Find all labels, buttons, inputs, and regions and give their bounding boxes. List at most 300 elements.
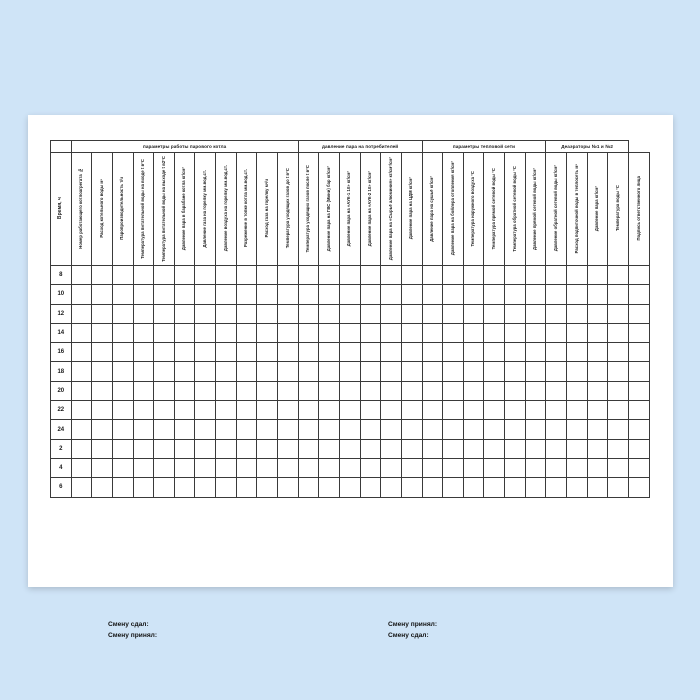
cell[interactable] xyxy=(257,439,278,458)
cell[interactable] xyxy=(608,285,629,304)
cell[interactable] xyxy=(567,439,588,458)
cell[interactable] xyxy=(257,381,278,400)
cell[interactable] xyxy=(257,458,278,477)
cell[interactable] xyxy=(298,458,319,477)
cell[interactable] xyxy=(154,458,175,477)
cell[interactable] xyxy=(484,420,505,439)
cell[interactable] xyxy=(319,362,340,381)
cell[interactable] xyxy=(133,304,154,323)
cell[interactable] xyxy=(443,362,464,381)
cell[interactable] xyxy=(319,439,340,458)
cell[interactable] xyxy=(443,420,464,439)
cell[interactable] xyxy=(339,285,360,304)
cell[interactable] xyxy=(174,266,195,285)
cell[interactable] xyxy=(216,381,237,400)
cell[interactable] xyxy=(339,362,360,381)
cell[interactable] xyxy=(567,285,588,304)
cell[interactable] xyxy=(339,381,360,400)
cell[interactable] xyxy=(422,285,443,304)
cell[interactable] xyxy=(154,285,175,304)
cell[interactable] xyxy=(257,478,278,497)
cell[interactable] xyxy=(174,304,195,323)
cell[interactable] xyxy=(236,458,257,477)
cell[interactable] xyxy=(443,343,464,362)
cell[interactable] xyxy=(608,458,629,477)
cell[interactable] xyxy=(92,420,113,439)
cell[interactable] xyxy=(92,304,113,323)
cell[interactable] xyxy=(587,439,608,458)
cell[interactable] xyxy=(628,285,649,304)
cell[interactable] xyxy=(112,420,133,439)
cell[interactable] xyxy=(484,362,505,381)
cell[interactable] xyxy=(360,381,381,400)
cell[interactable] xyxy=(443,323,464,342)
cell[interactable] xyxy=(298,343,319,362)
cell[interactable] xyxy=(463,478,484,497)
cell[interactable] xyxy=(587,458,608,477)
cell[interactable] xyxy=(463,266,484,285)
cell[interactable] xyxy=(319,323,340,342)
cell[interactable] xyxy=(567,458,588,477)
cell[interactable] xyxy=(92,323,113,342)
cell[interactable] xyxy=(133,478,154,497)
cell[interactable] xyxy=(236,439,257,458)
cell[interactable] xyxy=(71,420,92,439)
cell[interactable] xyxy=(92,266,113,285)
cell[interactable] xyxy=(484,401,505,420)
cell[interactable] xyxy=(216,458,237,477)
cell[interactable] xyxy=(195,304,216,323)
cell[interactable] xyxy=(216,478,237,497)
cell[interactable] xyxy=(71,458,92,477)
cell[interactable] xyxy=(278,323,299,342)
cell[interactable] xyxy=(236,401,257,420)
cell[interactable] xyxy=(319,266,340,285)
cell[interactable] xyxy=(505,381,526,400)
cell[interactable] xyxy=(401,343,422,362)
cell[interactable] xyxy=(257,401,278,420)
cell[interactable] xyxy=(298,439,319,458)
cell[interactable] xyxy=(381,401,402,420)
cell[interactable] xyxy=(525,478,546,497)
cell[interactable] xyxy=(154,420,175,439)
cell[interactable] xyxy=(443,285,464,304)
cell[interactable] xyxy=(216,323,237,342)
cell[interactable] xyxy=(278,458,299,477)
cell[interactable] xyxy=(319,401,340,420)
cell[interactable] xyxy=(567,401,588,420)
cell[interactable] xyxy=(278,420,299,439)
cell[interactable] xyxy=(484,439,505,458)
cell[interactable] xyxy=(401,420,422,439)
cell[interactable] xyxy=(112,401,133,420)
cell[interactable] xyxy=(71,304,92,323)
cell[interactable] xyxy=(154,304,175,323)
cell[interactable] xyxy=(608,343,629,362)
cell[interactable] xyxy=(525,285,546,304)
cell[interactable] xyxy=(236,343,257,362)
cell[interactable] xyxy=(133,381,154,400)
cell[interactable] xyxy=(505,458,526,477)
cell[interactable] xyxy=(546,266,567,285)
cell[interactable] xyxy=(505,266,526,285)
cell[interactable] xyxy=(216,420,237,439)
cell[interactable] xyxy=(174,323,195,342)
cell[interactable] xyxy=(505,401,526,420)
cell[interactable] xyxy=(525,381,546,400)
cell[interactable] xyxy=(112,304,133,323)
cell[interactable] xyxy=(71,478,92,497)
cell[interactable] xyxy=(505,285,526,304)
cell[interactable] xyxy=(422,420,443,439)
cell[interactable] xyxy=(608,323,629,342)
cell[interactable] xyxy=(608,478,629,497)
cell[interactable] xyxy=(71,266,92,285)
cell[interactable] xyxy=(257,266,278,285)
cell[interactable] xyxy=(133,420,154,439)
cell[interactable] xyxy=(422,266,443,285)
cell[interactable] xyxy=(298,304,319,323)
cell[interactable] xyxy=(505,343,526,362)
cell[interactable] xyxy=(381,458,402,477)
cell[interactable] xyxy=(71,362,92,381)
cell[interactable] xyxy=(443,381,464,400)
cell[interactable] xyxy=(587,401,608,420)
cell[interactable] xyxy=(567,304,588,323)
cell[interactable] xyxy=(71,381,92,400)
cell[interactable] xyxy=(71,401,92,420)
cell[interactable] xyxy=(257,343,278,362)
cell[interactable] xyxy=(587,362,608,381)
cell[interactable] xyxy=(92,439,113,458)
cell[interactable] xyxy=(525,439,546,458)
cell[interactable] xyxy=(443,401,464,420)
cell[interactable] xyxy=(154,401,175,420)
cell[interactable] xyxy=(257,285,278,304)
cell[interactable] xyxy=(154,323,175,342)
cell[interactable] xyxy=(216,401,237,420)
cell[interactable] xyxy=(628,362,649,381)
cell[interactable] xyxy=(525,304,546,323)
cell[interactable] xyxy=(608,420,629,439)
cell[interactable] xyxy=(195,401,216,420)
cell[interactable] xyxy=(298,323,319,342)
cell[interactable] xyxy=(92,381,113,400)
cell[interactable] xyxy=(174,420,195,439)
cell[interactable] xyxy=(422,323,443,342)
cell[interactable] xyxy=(628,266,649,285)
cell[interactable] xyxy=(154,478,175,497)
cell[interactable] xyxy=(298,285,319,304)
cell[interactable] xyxy=(628,304,649,323)
cell[interactable] xyxy=(92,458,113,477)
cell[interactable] xyxy=(587,285,608,304)
cell[interactable] xyxy=(339,478,360,497)
cell[interactable] xyxy=(154,381,175,400)
cell[interactable] xyxy=(278,304,299,323)
cell[interactable] xyxy=(587,323,608,342)
cell[interactable] xyxy=(608,266,629,285)
cell[interactable] xyxy=(505,362,526,381)
cell[interactable] xyxy=(360,458,381,477)
cell[interactable] xyxy=(92,285,113,304)
cell[interactable] xyxy=(92,343,113,362)
cell[interactable] xyxy=(567,266,588,285)
cell[interactable] xyxy=(339,323,360,342)
cell[interactable] xyxy=(360,285,381,304)
cell[interactable] xyxy=(463,401,484,420)
cell[interactable] xyxy=(628,401,649,420)
cell[interactable] xyxy=(381,323,402,342)
cell[interactable] xyxy=(401,323,422,342)
cell[interactable] xyxy=(608,362,629,381)
cell[interactable] xyxy=(422,343,443,362)
cell[interactable] xyxy=(278,439,299,458)
cell[interactable] xyxy=(422,381,443,400)
cell[interactable] xyxy=(546,285,567,304)
cell[interactable] xyxy=(319,458,340,477)
cell[interactable] xyxy=(401,381,422,400)
cell[interactable] xyxy=(381,266,402,285)
cell[interactable] xyxy=(112,266,133,285)
cell[interactable] xyxy=(319,420,340,439)
cell[interactable] xyxy=(628,323,649,342)
cell[interactable] xyxy=(195,266,216,285)
cell[interactable] xyxy=(339,304,360,323)
cell[interactable] xyxy=(484,266,505,285)
cell[interactable] xyxy=(443,478,464,497)
cell[interactable] xyxy=(463,323,484,342)
cell[interactable] xyxy=(133,401,154,420)
cell[interactable] xyxy=(567,362,588,381)
cell[interactable] xyxy=(587,420,608,439)
cell[interactable] xyxy=(195,323,216,342)
cell[interactable] xyxy=(401,362,422,381)
cell[interactable] xyxy=(443,439,464,458)
cell[interactable] xyxy=(484,478,505,497)
cell[interactable] xyxy=(133,266,154,285)
cell[interactable] xyxy=(92,478,113,497)
cell[interactable] xyxy=(112,362,133,381)
cell[interactable] xyxy=(525,343,546,362)
cell[interactable] xyxy=(401,304,422,323)
cell[interactable] xyxy=(298,478,319,497)
cell[interactable] xyxy=(278,343,299,362)
cell[interactable] xyxy=(339,439,360,458)
cell[interactable] xyxy=(298,266,319,285)
cell[interactable] xyxy=(422,439,443,458)
cell[interactable] xyxy=(401,285,422,304)
cell[interactable] xyxy=(216,343,237,362)
cell[interactable] xyxy=(628,343,649,362)
cell[interactable] xyxy=(360,323,381,342)
cell[interactable] xyxy=(360,439,381,458)
cell[interactable] xyxy=(463,458,484,477)
cell[interactable] xyxy=(112,458,133,477)
cell[interactable] xyxy=(339,343,360,362)
cell[interactable] xyxy=(381,381,402,400)
cell[interactable] xyxy=(525,458,546,477)
cell[interactable] xyxy=(587,343,608,362)
cell[interactable] xyxy=(112,285,133,304)
cell[interactable] xyxy=(401,266,422,285)
cell[interactable] xyxy=(195,420,216,439)
cell[interactable] xyxy=(381,304,402,323)
cell[interactable] xyxy=(216,285,237,304)
cell[interactable] xyxy=(278,478,299,497)
cell[interactable] xyxy=(505,439,526,458)
cell[interactable] xyxy=(546,458,567,477)
cell[interactable] xyxy=(463,439,484,458)
cell[interactable] xyxy=(381,420,402,439)
cell[interactable] xyxy=(174,381,195,400)
cell[interactable] xyxy=(567,323,588,342)
cell[interactable] xyxy=(401,478,422,497)
cell[interactable] xyxy=(463,381,484,400)
cell[interactable] xyxy=(567,381,588,400)
cell[interactable] xyxy=(422,362,443,381)
cell[interactable] xyxy=(360,478,381,497)
cell[interactable] xyxy=(360,401,381,420)
cell[interactable] xyxy=(381,439,402,458)
cell[interactable] xyxy=(422,304,443,323)
cell[interactable] xyxy=(608,439,629,458)
cell[interactable] xyxy=(608,401,629,420)
cell[interactable] xyxy=(484,343,505,362)
cell[interactable] xyxy=(278,401,299,420)
cell[interactable] xyxy=(195,439,216,458)
cell[interactable] xyxy=(587,381,608,400)
cell[interactable] xyxy=(236,420,257,439)
cell[interactable] xyxy=(546,478,567,497)
cell[interactable] xyxy=(133,323,154,342)
cell[interactable] xyxy=(174,458,195,477)
cell[interactable] xyxy=(133,458,154,477)
cell[interactable] xyxy=(608,381,629,400)
cell[interactable] xyxy=(174,343,195,362)
cell[interactable] xyxy=(360,266,381,285)
cell[interactable] xyxy=(443,458,464,477)
cell[interactable] xyxy=(216,266,237,285)
cell[interactable] xyxy=(484,323,505,342)
cell[interactable] xyxy=(360,343,381,362)
cell[interactable] xyxy=(360,362,381,381)
cell[interactable] xyxy=(298,362,319,381)
cell[interactable] xyxy=(505,420,526,439)
cell[interactable] xyxy=(174,401,195,420)
cell[interactable] xyxy=(154,362,175,381)
cell[interactable] xyxy=(381,478,402,497)
cell[interactable] xyxy=(628,439,649,458)
cell[interactable] xyxy=(360,304,381,323)
cell[interactable] xyxy=(154,343,175,362)
cell[interactable] xyxy=(567,478,588,497)
cell[interactable] xyxy=(236,285,257,304)
cell[interactable] xyxy=(401,401,422,420)
cell[interactable] xyxy=(298,401,319,420)
cell[interactable] xyxy=(463,362,484,381)
cell[interactable] xyxy=(71,343,92,362)
cell[interactable] xyxy=(484,285,505,304)
cell[interactable] xyxy=(195,381,216,400)
cell[interactable] xyxy=(257,304,278,323)
cell[interactable] xyxy=(71,285,92,304)
cell[interactable] xyxy=(484,304,505,323)
cell[interactable] xyxy=(587,478,608,497)
cell[interactable] xyxy=(133,362,154,381)
cell[interactable] xyxy=(505,478,526,497)
cell[interactable] xyxy=(381,343,402,362)
cell[interactable] xyxy=(216,439,237,458)
cell[interactable] xyxy=(112,343,133,362)
cell[interactable] xyxy=(567,343,588,362)
cell[interactable] xyxy=(463,285,484,304)
cell[interactable] xyxy=(546,362,567,381)
cell[interactable] xyxy=(298,381,319,400)
cell[interactable] xyxy=(319,478,340,497)
cell[interactable] xyxy=(174,285,195,304)
cell[interactable] xyxy=(319,381,340,400)
cell[interactable] xyxy=(278,362,299,381)
cell[interactable] xyxy=(505,304,526,323)
cell[interactable] xyxy=(525,266,546,285)
cell[interactable] xyxy=(236,362,257,381)
cell[interactable] xyxy=(92,401,113,420)
cell[interactable] xyxy=(381,285,402,304)
cell[interactable] xyxy=(133,439,154,458)
cell[interactable] xyxy=(381,362,402,381)
cell[interactable] xyxy=(463,343,484,362)
cell[interactable] xyxy=(587,266,608,285)
cell[interactable] xyxy=(133,285,154,304)
cell[interactable] xyxy=(505,323,526,342)
cell[interactable] xyxy=(278,381,299,400)
cell[interactable] xyxy=(236,381,257,400)
cell[interactable] xyxy=(401,439,422,458)
cell[interactable] xyxy=(525,420,546,439)
cell[interactable] xyxy=(195,458,216,477)
cell[interactable] xyxy=(628,478,649,497)
cell[interactable] xyxy=(154,266,175,285)
cell[interactable] xyxy=(319,285,340,304)
cell[interactable] xyxy=(71,323,92,342)
cell[interactable] xyxy=(546,401,567,420)
cell[interactable] xyxy=(525,401,546,420)
cell[interactable] xyxy=(546,420,567,439)
cell[interactable] xyxy=(546,323,567,342)
cell[interactable] xyxy=(319,304,340,323)
cell[interactable] xyxy=(112,478,133,497)
cell[interactable] xyxy=(216,362,237,381)
cell[interactable] xyxy=(422,401,443,420)
cell[interactable] xyxy=(546,381,567,400)
cell[interactable] xyxy=(112,323,133,342)
cell[interactable] xyxy=(463,420,484,439)
cell[interactable] xyxy=(422,458,443,477)
cell[interactable] xyxy=(174,439,195,458)
cell[interactable] xyxy=(628,381,649,400)
cell[interactable] xyxy=(443,304,464,323)
cell[interactable] xyxy=(484,381,505,400)
cell[interactable] xyxy=(195,362,216,381)
cell[interactable] xyxy=(133,343,154,362)
cell[interactable] xyxy=(216,304,237,323)
cell[interactable] xyxy=(174,362,195,381)
cell[interactable] xyxy=(71,439,92,458)
cell[interactable] xyxy=(112,381,133,400)
cell[interactable] xyxy=(339,266,360,285)
cell[interactable] xyxy=(567,420,588,439)
